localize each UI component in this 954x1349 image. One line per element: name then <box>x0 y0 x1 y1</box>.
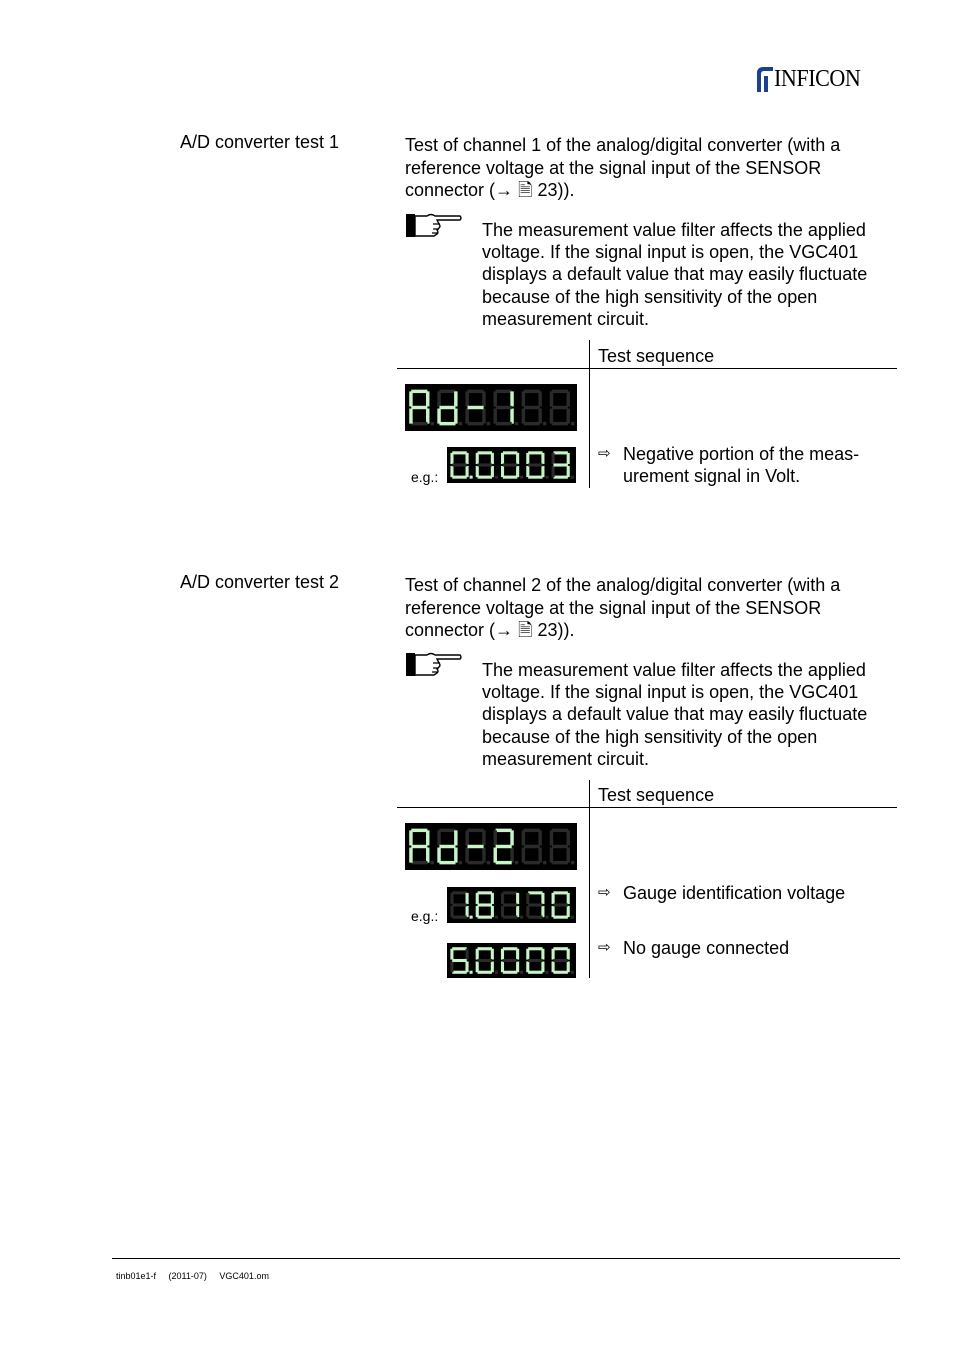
lcd-segment <box>411 390 427 393</box>
lcd-segment <box>482 830 485 845</box>
lcd-segment <box>476 466 479 477</box>
lcd-segment <box>465 409 468 424</box>
lcd-segment <box>552 961 555 972</box>
lcd-segment <box>491 949 494 960</box>
lcd-segment <box>439 390 455 393</box>
lcd-segment <box>482 409 485 424</box>
lcd-segment <box>516 906 519 917</box>
lcd-segment <box>510 830 513 845</box>
result-text: Gauge identification voltage <box>623 883 846 903</box>
note-text: The measurement value filter affects the applied voltage. If the signal input is open, the VGC401 displays a default value that may easily fluctuate because of the high sensitivity of the open measurement circuit. <box>482 220 868 329</box>
lcd-segment <box>567 893 570 904</box>
lcd-segment <box>437 391 440 406</box>
lcd-segment <box>553 916 567 919</box>
section-title: A/D converter test 2 <box>180 572 340 592</box>
lcd-decimal-point <box>495 476 498 479</box>
intro-paragraph: Test of channel 1 of the analog/digital converter (with a reference voltage at the signal input of the SENSOR connector (→ 🗎 23)). <box>405 135 841 200</box>
lcd-segment <box>510 409 513 424</box>
table-header: Test sequence <box>598 346 715 366</box>
lcd-segment <box>524 390 540 393</box>
pointing-hand-icon <box>405 212 463 240</box>
lcd-segment <box>553 891 567 894</box>
lcd-decimal-point <box>520 916 523 919</box>
lcd-segment <box>538 409 541 424</box>
lcd-segment <box>528 463 542 466</box>
result-row <box>598 882 898 904</box>
lcd-decimal-point <box>520 476 523 479</box>
table-header: Test sequence <box>598 785 715 805</box>
lcd-segment <box>450 453 453 464</box>
lcd-segment <box>553 903 567 906</box>
lcd-segment <box>478 916 492 919</box>
lcd-segment <box>439 422 455 425</box>
pointing-hand-icon <box>405 651 463 679</box>
lcd-segment <box>510 391 513 406</box>
inficon-logo <box>754 64 898 94</box>
lcd-segment <box>450 466 453 477</box>
lcd-segment <box>503 451 517 454</box>
lcd-segment <box>552 829 568 832</box>
lcd-segment <box>526 893 529 904</box>
lcd-decimal-point <box>571 971 574 974</box>
lcd-segment <box>411 422 427 425</box>
lcd-segment <box>467 390 483 393</box>
lcd-segment <box>503 903 517 906</box>
lcd-segment <box>541 961 544 972</box>
lcd-segment <box>516 453 519 464</box>
lcd-segment <box>526 906 529 917</box>
lcd-decimal-point <box>470 476 473 479</box>
lcd-segment <box>476 453 479 464</box>
lcd-segment <box>522 830 525 845</box>
lcd-decimal-point <box>571 422 574 425</box>
lcd-segment <box>526 961 529 972</box>
lcd-decimal-point <box>543 422 546 425</box>
lcd-segment <box>478 463 492 466</box>
lcd-decimal-point <box>430 861 433 864</box>
table-rule <box>397 807 897 808</box>
lcd-segment <box>516 949 519 960</box>
lcd-segment <box>567 830 570 845</box>
lcd-segment <box>478 903 492 906</box>
hollow-right-arrow-icon: ⇨ <box>598 884 611 901</box>
lcd-segment <box>437 830 440 845</box>
lcd-segment <box>553 947 567 950</box>
lcd-segment <box>482 848 485 863</box>
lcd-segment <box>522 409 525 424</box>
lcd-segment <box>452 476 466 479</box>
lcd-segment <box>426 848 429 863</box>
lcd-segment <box>439 829 455 832</box>
lcd-segment <box>567 949 570 960</box>
lcd-segment <box>526 466 529 477</box>
result-text: Negative portion of the meas-urement signal in Volt. <box>623 444 860 486</box>
lcd-segment <box>452 971 466 974</box>
lcd-segment <box>491 453 494 464</box>
lcd-segment <box>552 466 555 477</box>
lcd-segment <box>522 848 525 863</box>
lcd-segment <box>528 476 542 479</box>
footer-file: VGC401.om <box>219 1271 269 1281</box>
lcd-decimal-point <box>487 422 490 425</box>
lcd-segment <box>538 830 541 845</box>
lcd-segment <box>526 949 529 960</box>
lcd-segment <box>501 949 504 960</box>
lcd-segment <box>541 906 544 917</box>
lcd-segment <box>553 463 567 466</box>
lcd-segment <box>541 466 544 477</box>
lcd-segment <box>501 906 504 917</box>
lcd-segment <box>552 845 568 848</box>
note-text: The measurement value filter affects the applied voltage. If the signal input is open, the VGC401 displays a default value that may easily fluctuate because of the high sensitivity of the open measurement circuit. <box>482 660 868 769</box>
lcd-segment <box>524 845 540 848</box>
lcd-segment <box>541 893 544 904</box>
lcd-segment <box>450 949 453 960</box>
lcd-segment <box>452 451 466 454</box>
lcd-decimal-point <box>545 916 548 919</box>
lcd-segment <box>409 409 412 424</box>
lcd-segment <box>552 861 568 864</box>
lcd-segment <box>528 451 542 454</box>
lcd-decimal-point <box>571 861 574 864</box>
lcd-decimal-point <box>543 861 546 864</box>
lcd-decimal-point <box>571 476 574 479</box>
lcd-segment <box>476 949 479 960</box>
result-text: No gauge connected <box>623 938 790 958</box>
lcd-segment <box>567 848 570 863</box>
lcd-segment <box>411 845 427 848</box>
example-label: e.g.: <box>411 469 439 485</box>
lcd-segment <box>503 463 517 466</box>
lcd-segment <box>567 409 570 424</box>
lcd-segment <box>452 903 466 906</box>
lcd-segment <box>541 453 544 464</box>
lcd-segment <box>467 845 483 848</box>
lcd-segment <box>550 848 553 863</box>
lcd-segment <box>494 848 497 863</box>
lcd-segment <box>501 453 504 464</box>
lcd-segment <box>465 848 468 863</box>
lcd-segment <box>454 830 457 845</box>
example-label: e.g.: <box>411 908 439 924</box>
lcd-segment <box>467 861 483 864</box>
hollow-right-arrow-icon: ⇨ <box>598 939 611 956</box>
lcd-segment <box>454 848 457 863</box>
lcd-segment <box>553 476 567 479</box>
lcd-segment <box>528 891 542 894</box>
lcd-segment <box>426 391 429 406</box>
lcd-segment <box>553 451 567 454</box>
lcd-segment <box>524 422 540 425</box>
lcd-segment <box>503 971 517 974</box>
lcd-segment <box>478 451 492 454</box>
lcd-decimal-point <box>430 422 433 425</box>
lcd-decimal-point <box>459 861 462 864</box>
lcd-segment <box>541 949 544 960</box>
lcd-segment <box>496 390 512 393</box>
lcd-segment <box>553 959 567 962</box>
footer-doc-id: tinb01e1-f <box>116 1271 157 1281</box>
hollow-right-arrow-icon: ⇨ <box>598 445 611 462</box>
lcd-segment <box>491 466 494 477</box>
lcd-segment <box>450 906 453 917</box>
lcd-segment <box>494 391 497 406</box>
lcd-segment <box>501 961 504 972</box>
lcd-segment <box>465 949 468 960</box>
table-divider <box>589 340 590 488</box>
lcd-decimal-point <box>487 861 490 864</box>
lcd-segment <box>476 906 479 917</box>
lcd-segment <box>439 861 455 864</box>
lcd-segment <box>503 476 517 479</box>
lcd-decimal-point <box>470 916 473 919</box>
lcd-segment <box>411 861 427 864</box>
lcd-segment <box>496 422 512 425</box>
lcd-segment <box>550 830 553 845</box>
table-rule <box>397 368 897 369</box>
lcd-segment <box>510 848 513 863</box>
lcd-decimal-point <box>495 916 498 919</box>
lcd-display-title <box>405 823 577 870</box>
lcd-segment <box>501 466 504 477</box>
lcd-segment <box>567 391 570 406</box>
lcd-segment <box>552 390 568 393</box>
lcd-segment <box>552 453 555 464</box>
lcd-segment <box>552 893 555 904</box>
lcd-segment <box>528 959 542 962</box>
lcd-segment <box>494 830 497 845</box>
footer-rule <box>112 1258 900 1259</box>
lcd-segment <box>409 848 412 863</box>
lcd-segment <box>478 476 492 479</box>
lcd-segment <box>552 906 555 917</box>
lcd-segment <box>524 861 540 864</box>
lcd-segment <box>450 893 453 904</box>
footer-date: (2011-07) <box>168 1271 207 1281</box>
lcd-segment <box>467 829 483 832</box>
lcd-segment <box>450 961 453 972</box>
lcd-segment <box>552 422 568 425</box>
lcd-segment <box>452 463 466 466</box>
lcd-decimal-point <box>459 422 462 425</box>
lcd-segment <box>522 391 525 406</box>
lcd-decimal-point <box>515 422 518 425</box>
lcd-segment <box>478 971 492 974</box>
lcd-display-reading <box>447 943 576 978</box>
lcd-segment <box>516 893 519 904</box>
lcd-segment <box>503 891 517 894</box>
lcd-segment <box>466 466 469 477</box>
lcd-decimal-point <box>545 971 548 974</box>
lcd-display-reading <box>447 447 576 483</box>
lcd-display-reading <box>447 887 576 923</box>
lcd-segment <box>491 893 494 904</box>
lcd-segment <box>496 861 512 864</box>
lcd-segment <box>567 906 570 917</box>
lcd-segment <box>411 829 427 832</box>
lcd-segment <box>437 848 440 863</box>
lcd-segment <box>426 830 429 845</box>
lcd-decimal-point <box>515 861 518 864</box>
lcd-segment <box>516 961 519 972</box>
lcd-segment <box>553 971 567 974</box>
lcd-segment <box>491 961 494 972</box>
lcd-segment <box>478 947 492 950</box>
lcd-segment <box>465 961 468 972</box>
lcd-segment <box>567 453 570 464</box>
lcd-segment <box>503 959 517 962</box>
lcd-decimal-point <box>520 971 523 974</box>
lcd-segment <box>478 891 492 894</box>
lcd-segment <box>496 829 512 832</box>
lcd-segment <box>454 391 457 406</box>
lcd-segment <box>528 947 542 950</box>
lcd-segment <box>528 903 542 906</box>
lcd-segment <box>454 409 457 424</box>
lcd-segment <box>426 409 429 424</box>
lcd-segment <box>528 971 542 974</box>
lcd-segment <box>550 409 553 424</box>
lcd-decimal-point <box>545 476 548 479</box>
lcd-segment <box>467 406 483 409</box>
lcd-segment <box>452 891 466 894</box>
lcd-segment <box>567 466 570 477</box>
lcd-segment <box>465 830 468 845</box>
lcd-segment <box>491 906 494 917</box>
lcd-segment <box>496 845 512 848</box>
lcd-segment <box>552 406 568 409</box>
lcd-segment <box>409 830 412 845</box>
lcd-segment <box>476 961 479 972</box>
lcd-segment <box>496 406 512 409</box>
lcd-segment <box>452 947 466 950</box>
lcd-segment <box>516 466 519 477</box>
lcd-segment <box>439 845 455 848</box>
lcd-decimal-point <box>470 971 473 974</box>
lcd-segment <box>550 391 553 406</box>
lcd-segment <box>476 893 479 904</box>
lcd-decimal-point <box>571 916 574 919</box>
lcd-segment <box>452 959 466 962</box>
lcd-segment <box>439 406 455 409</box>
lcd-segment <box>466 453 469 464</box>
lcd-segment <box>467 422 483 425</box>
section-title: A/D converter test 1 <box>180 132 340 152</box>
lcd-segment <box>411 406 427 409</box>
table-divider <box>589 780 590 978</box>
lcd-segment <box>409 391 412 406</box>
lcd-segment <box>466 906 469 917</box>
lcd-segment <box>526 453 529 464</box>
lcd-segment <box>528 916 542 919</box>
lcd-segment <box>538 391 541 406</box>
lcd-segment <box>524 406 540 409</box>
lcd-display-title <box>405 384 577 431</box>
lcd-segment <box>437 409 440 424</box>
intro-paragraph: Test of channel 2 of the analog/digital converter (with a reference voltage at the signal input of the SENSOR connector (→ 🗎 23)). <box>405 575 841 640</box>
lcd-segment <box>524 829 540 832</box>
lcd-segment <box>552 949 555 960</box>
lcd-segment <box>503 916 517 919</box>
lcd-segment <box>452 916 466 919</box>
lcd-segment <box>478 959 492 962</box>
lcd-segment <box>482 391 485 406</box>
lcd-segment <box>494 409 497 424</box>
lcd-decimal-point <box>495 971 498 974</box>
result-row <box>598 443 898 487</box>
inficon-logo-icon <box>754 64 776 94</box>
lcd-segment <box>567 961 570 972</box>
lcd-segment <box>503 947 517 950</box>
lcd-segment <box>465 391 468 406</box>
lcd-segment <box>501 893 504 904</box>
footer <box>116 1271 279 1281</box>
lcd-segment <box>538 848 541 863</box>
lcd-segment <box>466 893 469 904</box>
logo-wordmark: INFICON <box>774 66 861 92</box>
result-row <box>598 937 898 959</box>
